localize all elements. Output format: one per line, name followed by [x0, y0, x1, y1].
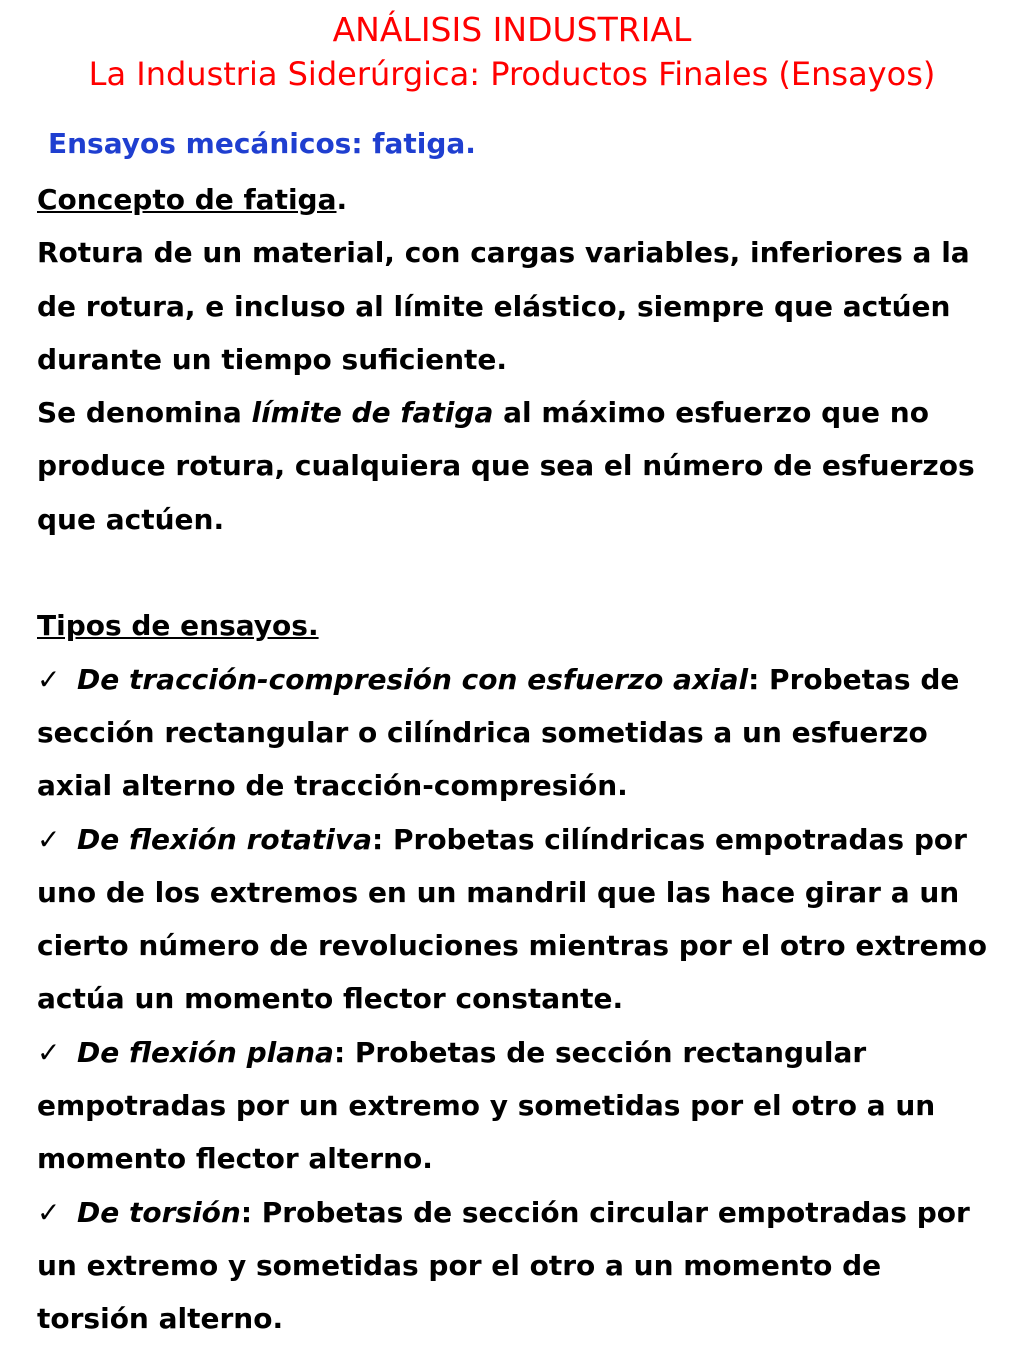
concept-heading: Concepto de fatiga	[37, 183, 337, 216]
page-title: ANÁLISIS INDUSTRIAL	[332, 10, 692, 49]
concept-p2-after: al máximo esfuerzo que no produce rotura, cualquiera que sea el número de esfuerzos que actúen.	[37, 396, 975, 536]
list-item	[37, 1186, 997, 1346]
list-item-text: : Probetas cilíndricas empotradas por uno de los extremos en un mandril que las hace girar a un cierto número de revoluciones mientras por el otro extremo actúa un momento flector constante.	[37, 822, 987, 1016]
main-content	[37, 173, 997, 1346]
list-item-title: De tracción-compresión con esfuerzo axial	[77, 662, 749, 696]
page-subtitle: La Industria Siderúrgica: Productos Finales (Ensayos)	[88, 55, 936, 93]
list-item-title: De torsión	[77, 1195, 241, 1229]
checkmark-icon: ✓	[37, 1035, 61, 1069]
concept-paragraph-1: Rotura de un material, con cargas variables, inferiores a la de rotura, e incluso al límite elástico, siempre que actúen durante un tiempo suficiente.	[37, 236, 970, 376]
checkmark-icon: ✓	[37, 1195, 61, 1229]
concept-heading-line	[37, 173, 997, 226]
list-item-title: De flexión rotativa	[77, 822, 373, 856]
concept-paragraph-2	[37, 386, 997, 546]
list-item	[37, 653, 997, 813]
list-item	[37, 813, 997, 1026]
checkmark-icon: ✓	[37, 662, 61, 696]
list-item-text: : Probetas de sección rectangular o cilíndrica sometidas a un esfuerzo axial alterno de tracción-compresión.	[37, 662, 960, 803]
list-item-text: : Probetas de sección circular empotradas por un extremo y sometidas por el otro a un momento de torsión alterno.	[37, 1195, 970, 1336]
tests-heading: Tipos de ensayos.	[37, 609, 319, 643]
section-heading: Ensayos mecánicos: fatiga.	[48, 127, 476, 160]
concept-p2-before: Se denomina	[37, 396, 252, 430]
concept-term-fatigue-limit: límite de fatiga	[251, 396, 494, 430]
list-item	[37, 1026, 997, 1186]
spacer	[37, 546, 997, 599]
list-item-text: : Probetas de sección rectangular empotradas por un extremo y sometidas por el otro a un momento flector alterno.	[37, 1035, 936, 1176]
checkmark-icon: ✓	[37, 822, 61, 856]
list-item-title: De flexión plana	[77, 1035, 334, 1069]
concept-heading-period: .	[336, 183, 348, 216]
